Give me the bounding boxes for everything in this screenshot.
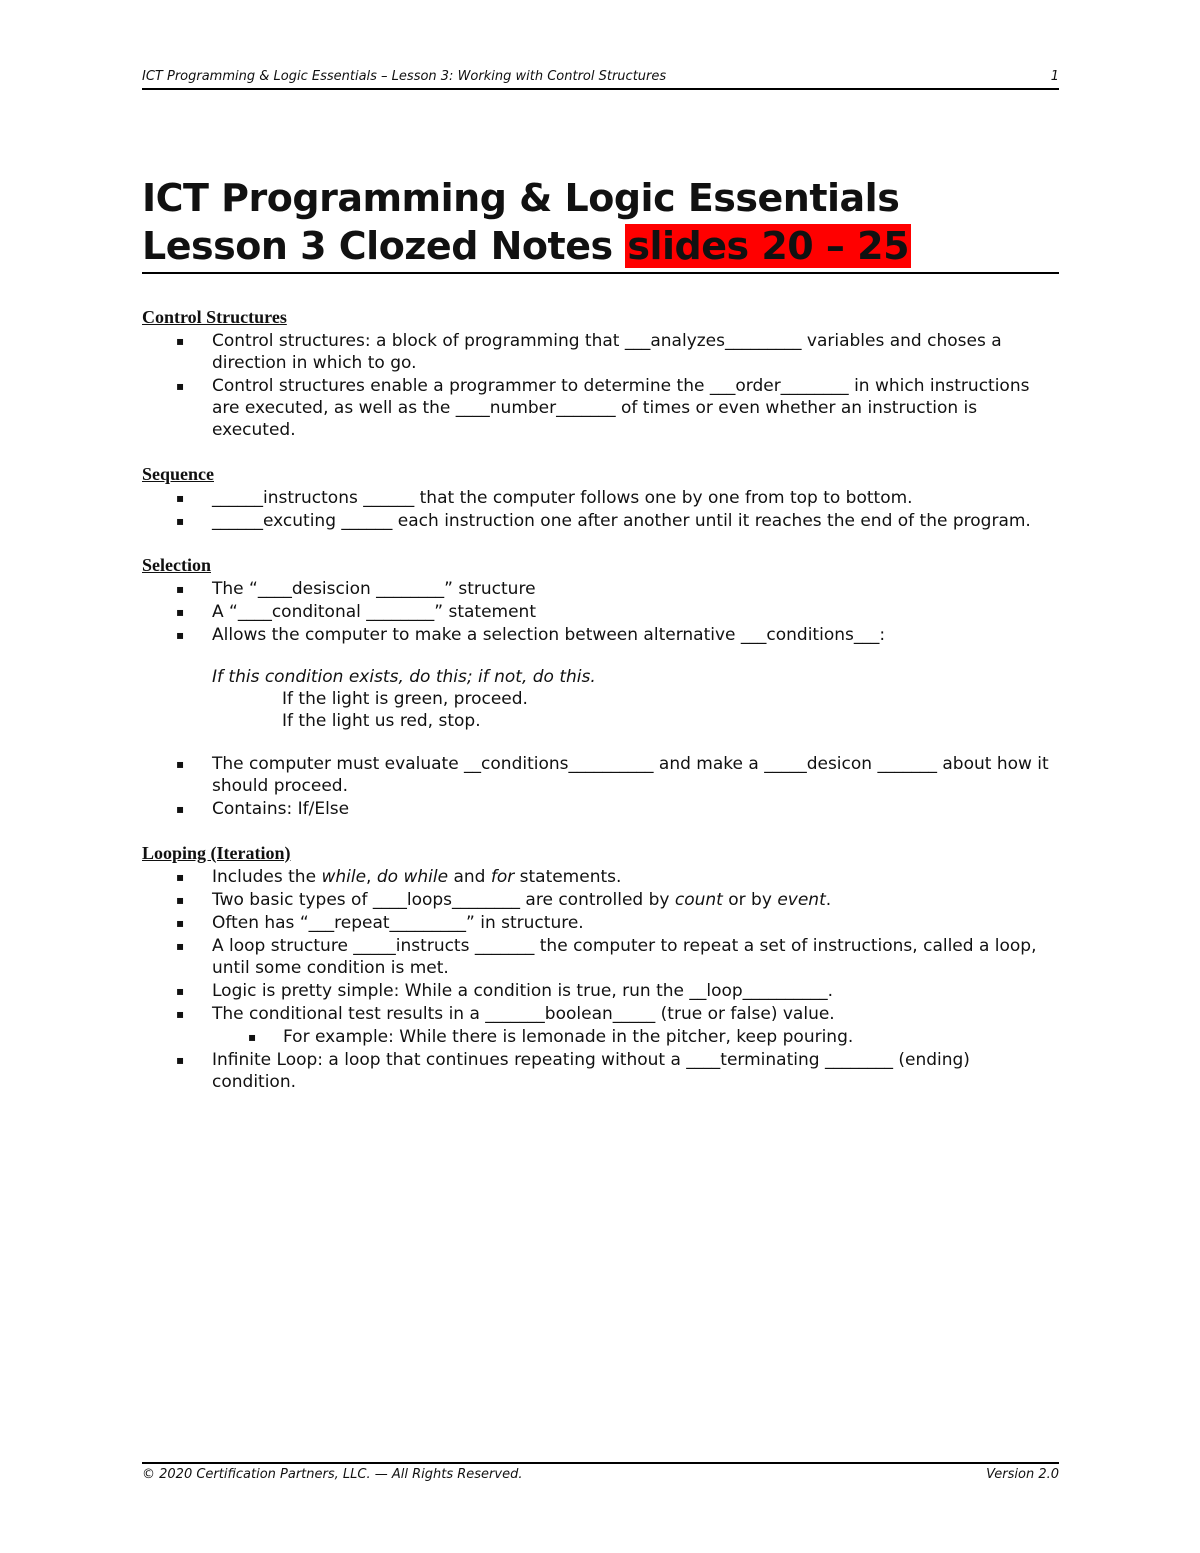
list-item: ▪ A “____conditonal ________” statement [142, 601, 1059, 623]
list-item: ▪ The “____desiscion ________” structure [142, 578, 1059, 600]
list-item: ▪ Allows the computer to make a selection between alternative ___conditions___: [142, 624, 1059, 646]
sequence-list [142, 487, 1059, 532]
example-line-red: If the light us red, stop. [282, 711, 481, 731]
sequence-heading: Sequence [142, 464, 214, 484]
list-item: ▪ The conditional test results in a _______boolean_____ (true or false) value. [142, 1003, 1059, 1025]
page-footer [142, 1462, 1059, 1482]
control-structures-heading: Control Structures [142, 307, 287, 327]
looping-heading: Looping (Iteration) [142, 843, 291, 863]
list-item: ▪ Control structures: a block of programming that ___analyzes_________ variables and choses a direction in which to go. [142, 330, 1059, 374]
list-item: ▪ Often has “___repeat_________” in structure. [142, 912, 1059, 934]
selection-list-continued [142, 753, 1059, 820]
notes-content [142, 306, 1059, 1094]
footer-copyright: © 2020 Certification Partners, LLC. — All Rights Reserved. [142, 1467, 523, 1482]
list-item: ▪ Two basic types of ____loops________ are controlled by count or by event. [142, 889, 1059, 911]
document-title [142, 174, 1059, 274]
control-structures-list [142, 330, 1059, 441]
selection-example [142, 666, 1059, 732]
title-line-2 [142, 222, 1059, 270]
example-line-green: If the light is green, proceed. [282, 689, 528, 709]
list-item: ▪ Includes the while, do while and for statements. [142, 866, 1059, 888]
list-item: ▪ Infinite Loop: a loop that continues repeating without a ____terminating ________ (ending) condition. [142, 1049, 1059, 1093]
list-item: ▪ ______excuting ______ each instruction one after another until it reaches the end of the program. [142, 510, 1059, 532]
list-item: ▪ Contains: If/Else [142, 798, 1059, 820]
header-page-number: 1 [1050, 69, 1059, 84]
list-item: ▪ The computer must evaluate __conditions__________ and make a _____desicon _______ about how it should proceed. [142, 753, 1059, 797]
list-item: ▪ A loop structure _____instructs _______ the computer to repeat a set of instructions, called a loop, until some condition is met. [142, 935, 1059, 979]
slides-highlight: slides 20 – 25 [627, 224, 910, 268]
sub-list-item: ▪ For example: While there is lemonade in the pitcher, keep pouring. [142, 1026, 1059, 1048]
list-item: ▪ Control structures enable a programmer to determine the ___order________ in which instructions are executed, as well as the ____number_______ of times or even whether an instruction is executed. [142, 375, 1059, 441]
list-item: ▪ Logic is pretty simple: While a condition is true, run the __loop__________. [142, 980, 1059, 1002]
selection-heading: Selection [142, 555, 211, 575]
footer-version: Version 2.0 [986, 1467, 1059, 1482]
title-line-2-text: Lesson 3 Clozed Notes [142, 224, 626, 268]
looping-list [142, 866, 1059, 1093]
example-rule: If this condition exists, do this; if not, do this. [212, 667, 596, 687]
selection-list [142, 578, 1059, 646]
list-item: ▪ ______instructons ______ that the computer follows one by one from top to bottom. [142, 487, 1059, 509]
title-line-1: ICT Programming & Logic Essentials [142, 176, 900, 220]
header-title: ICT Programming & Logic Essentials – Lesson 3: Working with Control Structures [142, 69, 667, 84]
page-header [142, 69, 1059, 90]
